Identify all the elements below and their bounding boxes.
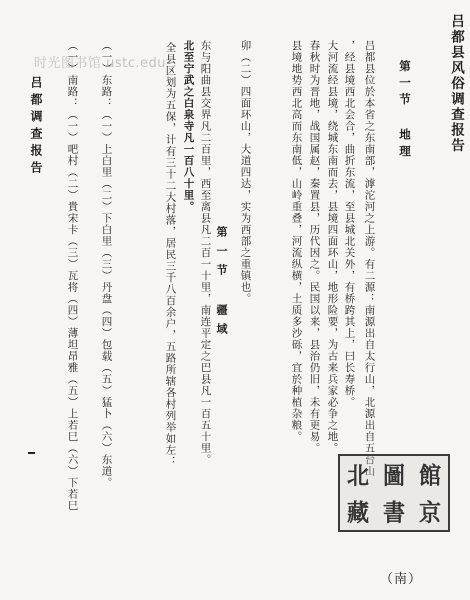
text-column: 卯（二）四面环山，大道四达，实为西部之重镇也。 bbox=[239, 40, 252, 305]
stamp-char: 館 bbox=[418, 462, 441, 490]
stamp-char: 京 bbox=[418, 499, 441, 527]
bottom-handwritten-mark: （南） bbox=[380, 572, 423, 587]
text-column: 全县区划为五保，计有三十二大村落，居民三千八百余户，五路所辖各村列举如左： bbox=[164, 42, 177, 468]
section-heading: 第一节 疆域 bbox=[215, 226, 228, 342]
text-column: 吕都县位於本省之东南部，滹沱河之上游。有二源：南源出自太行山，北源出自五台山 bbox=[363, 40, 376, 477]
library-seal-stamp bbox=[338, 454, 450, 532]
text-column: （一）南路：（一）吧村（二）貴宋卡（三）瓦将（四）薄坦昂雅（五）上若巳（六）下若巳 bbox=[66, 40, 79, 512]
running-title: 吕都县风俗调查报告 bbox=[448, 14, 464, 154]
stamp-char: 圖 bbox=[382, 462, 405, 490]
stamp-char: 藏 bbox=[346, 499, 369, 527]
text-column: 东与阳曲县交界凡二百里，西至离县凡二百一十里，南连平定之巴县凡一百五十里。 bbox=[199, 40, 212, 466]
chapter-heading: 第一节 地理 bbox=[398, 60, 412, 162]
text-column: 北至宁武之白泉寺凡一百八十里。 bbox=[182, 40, 195, 213]
text-column: ，经县境西北会合，曲折东流，至县城北关外，有桥跨其上，曰长寿桥。 bbox=[343, 40, 356, 408]
dash-mark bbox=[28, 452, 35, 454]
stamp-char: 北 bbox=[346, 462, 369, 490]
text-column: 春秋时为晋地，战国属赵，秦置县，历代因之。民国以来，县治仍旧，未有更易。 bbox=[308, 40, 321, 454]
text-column: （一）东路：（一）上白里（二）下白里（三）丹盘（四）包载（五）猛卜（六）东道。 bbox=[100, 40, 113, 489]
running-title-left: 吕都调查报告 bbox=[29, 76, 43, 178]
watermark-text: 时光图书馆 ustc.edu bbox=[34, 56, 167, 71]
text-column: 大河流经县境，绕城东南而去，县境四面环山，地形险要，为古来兵家必争之地。 bbox=[326, 40, 339, 454]
stamp-char: 書 bbox=[382, 499, 405, 527]
text-column: 县境地势西北高而东南低，山岭重叠，河流纵横，土质多沙砾，宜於种植杂粮。 bbox=[290, 40, 303, 443]
